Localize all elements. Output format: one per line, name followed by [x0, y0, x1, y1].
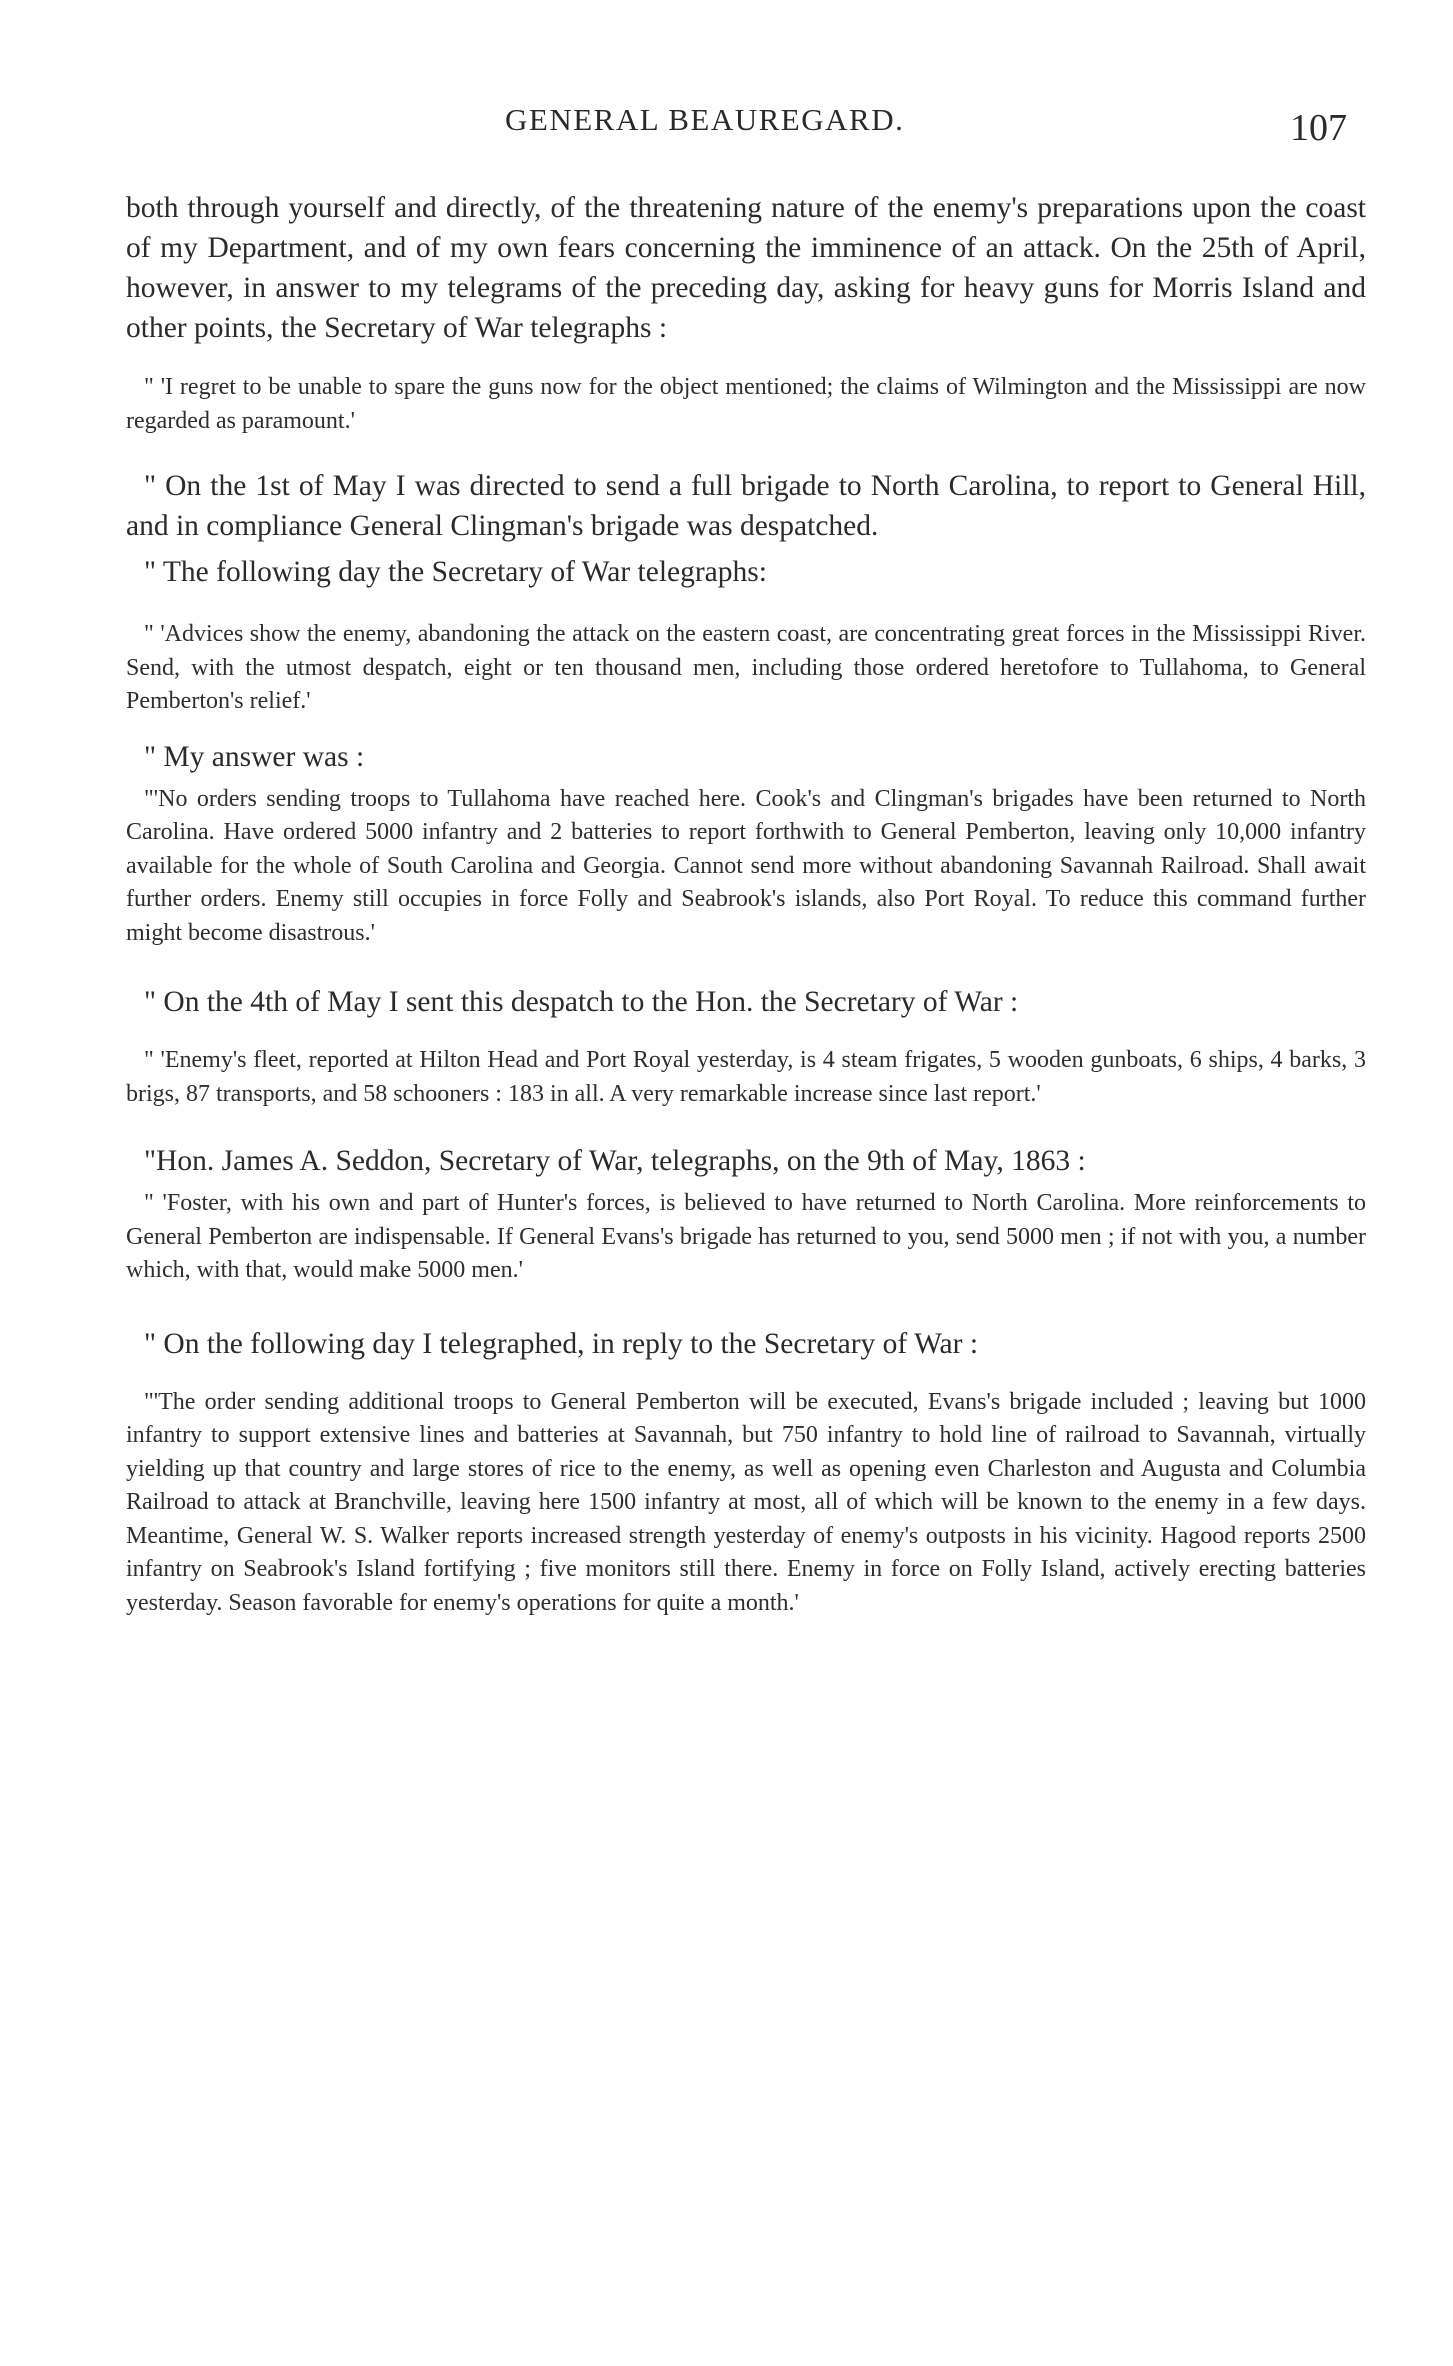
quoted-telegram: " 'Advices show the enemy, abandoning the attack on the eastern coast, are concentrating great forces in the Mississippi River. Send, with the utmost despatch, eight or ten thousand men, including those ordered heretofore to Tullahoma, to General Pemberton's relief.'	[126, 621, 1366, 714]
paragraph: " The following day the Secretary of War telegraphs:	[144, 556, 767, 588]
quoted-telegram: " 'Enemy's fleet, reported at Hilton Head and Port Royal yesterday, is 4 steam frigates, 5 wooden gunboats, 6 ships, 4 barks, 3 brigs, 87 transports, and 58 schooners : 183 in all. A very remarkable increase since last report.'	[126, 1047, 1366, 1107]
paragraph: " My answer was :	[144, 740, 365, 773]
paragraph: " On the 4th of May I sent this despatch to the Hon. the Secretary of War :	[144, 986, 1019, 1018]
paragraph: " On the 1st of May I was directed to send a full brigade to North Carolina, to report to General Hill, and in compliance General Clingman's brigade was despatched.	[126, 470, 1366, 542]
running-title: GENERAL BEAUREGARD.	[505, 102, 905, 137]
quoted-telegram: " 'I regret to be unable to spare the guns now for the object mentioned; the claims of Wilmington and the Mississippi are now regarded as paramount.'	[126, 374, 1366, 434]
paragraph: "Hon. James A. Seddon, Secretary of War, telegraphs, on the 9th of May, 1863 :	[144, 1145, 1086, 1177]
page-number: 107	[1290, 107, 1347, 149]
paragraph: " On the following day I telegraphed, in reply to the Secretary of War :	[144, 1327, 979, 1360]
paragraph: both through yourself and directly, of the threatening nature of the enemy's preparations upon the coast of my Department, and of my own fears concerning the imminence of an attack. On the 25th of April, however, in answer to my telegrams of the preceding day, asking for heavy guns for Morris Island and other points, the Secretary of War telegraphs :	[126, 192, 1366, 344]
quoted-telegram: "'No orders sending troops to Tullahoma have reached here. Cook's and Clingman's brigades have been returned to North Carolina. Have ordered 5000 infantry and 2 batteries to report forthwith to General Pemberton, leaving only 10,000 infantry available for the whole of South Carolina and Georgia. Cannot send more without abandoning Savannah Railroad. Shall await further orders. Enemy still occupies in force Folly and Seabrook's islands, also Port Royal. To reduce this command further might become disastrous.'	[126, 785, 1366, 946]
body-text	[126, 188, 1366, 1620]
quoted-telegram: "'The order sending additional troops to General Pemberton will be executed, Evans's brigade included ; leaving but 1000 infantry to support extensive lines and batteries at Savannah, but 750 infantry to hold line of railroad to Savannah, virtually yielding up that country and large stores of rice to the enemy, as well as opening even Charleston and Augusta and Columbia Railroad to attack at Branchville, leaving here 1500 infantry at most, all of which will be known to the enemy in a few days. Meantime, General W. S. Walker reports increased strength yesterday of enemy's outposts in his vicinity. Hagood reports 2500 infantry on Seabrook's Island fortifying ; five monitors still there. Enemy in force on Folly Island, actively erecting batteries yesterday. Season favorable for enemy's operations for quite a month.'	[126, 1388, 1366, 1616]
quoted-telegram: " 'Foster, with his own and part of Hunter's forces, is believed to have returned to North Carolina. More reinforcements to General Pemberton are indispensable. If General Evans's brigade has returned to you, send 5000 men ; if not with you, a number which, with that, would make 5000 men.'	[126, 1190, 1366, 1283]
